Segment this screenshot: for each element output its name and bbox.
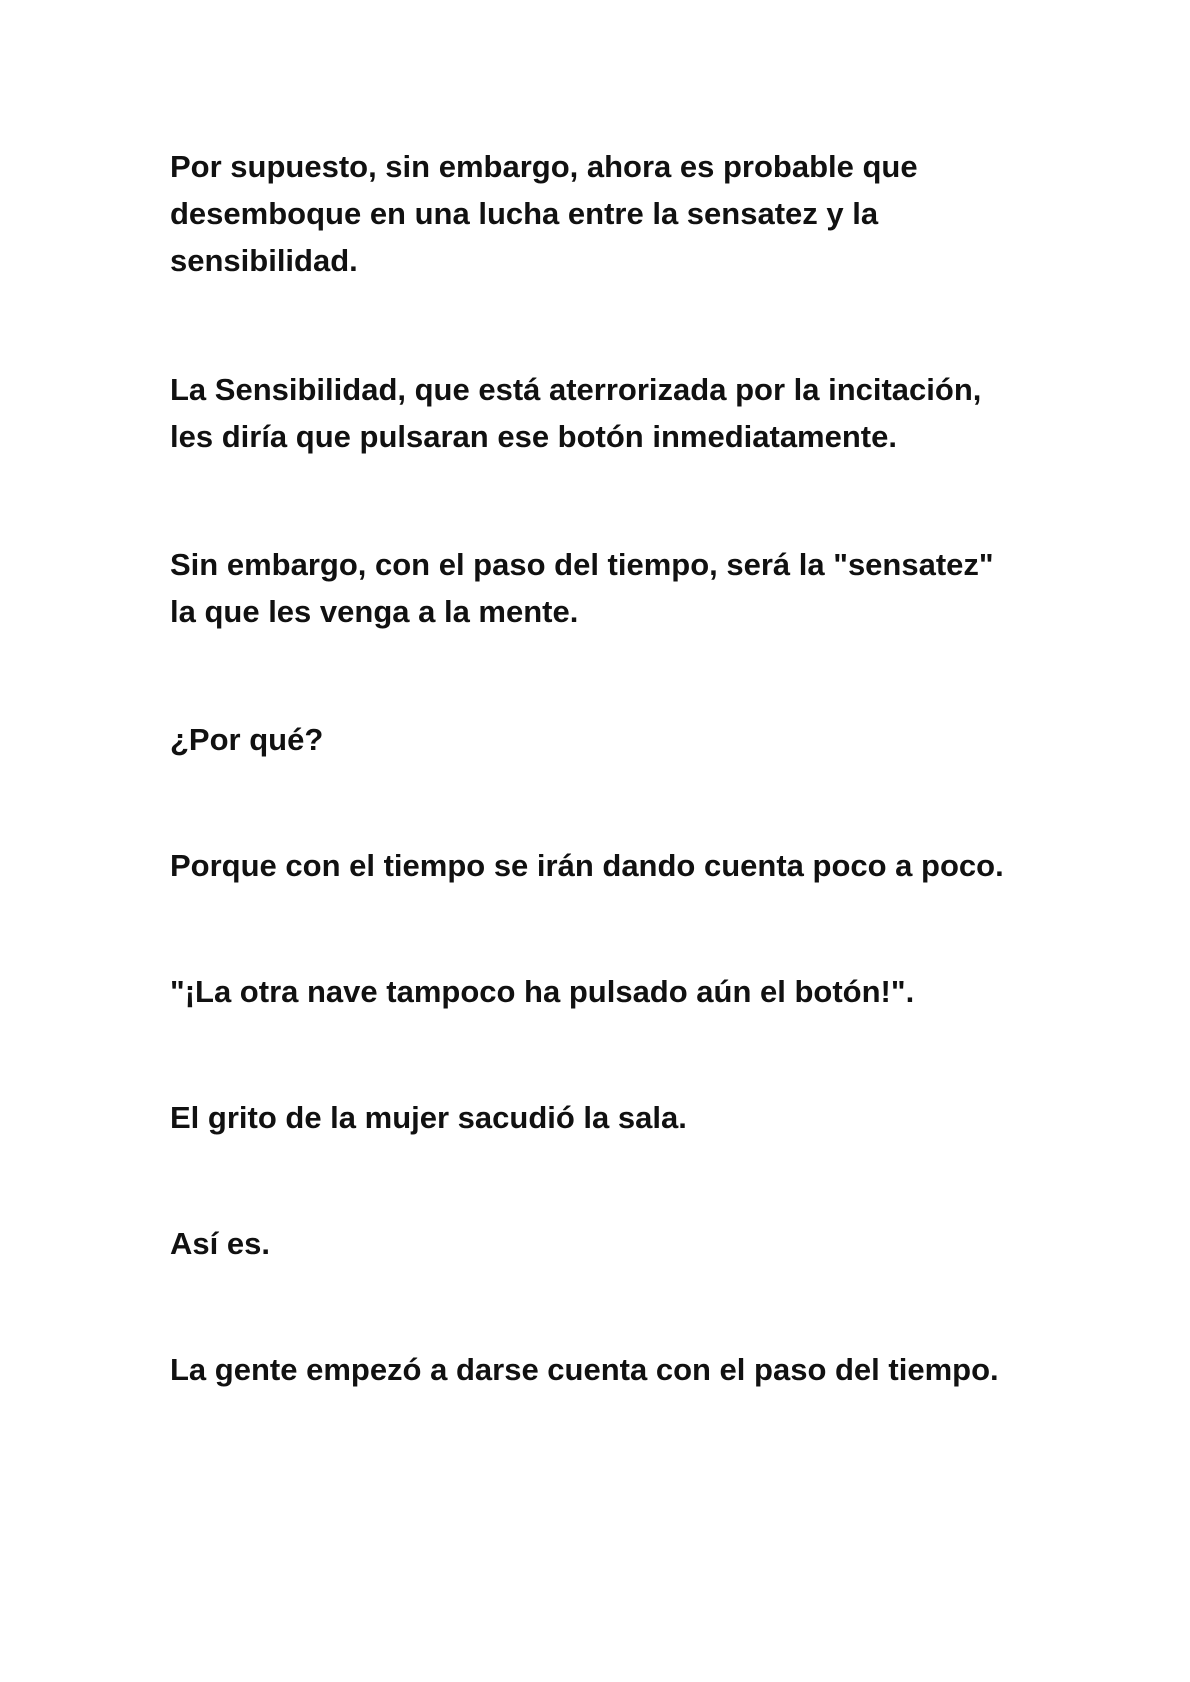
paragraph-line: Sin embargo, con el paso del tiempo, será la "sensatez" [170,547,994,582]
paragraph-3 [170,541,1050,635]
paragraph-line: Porque con el tiempo se irán dando cuenta poco a poco. [170,848,1004,883]
paragraph-line: la que les venga a la mente. [170,594,579,629]
paragraph-line: ¿Por qué? [170,722,324,757]
paragraph-line: Por supuesto, sin embargo, ahora es probable que [170,149,918,184]
paragraph-line: "¡La otra nave tampoco ha pulsado aún el botón!". [170,974,915,1009]
paragraph-line: les diría que pulsaran ese botón inmediatamente. [170,419,897,454]
paragraph-line: Así es. [170,1226,270,1261]
paragraph-7 [170,1094,1050,1141]
paragraph-9 [170,1346,1050,1393]
paragraph-6 [170,968,1050,1015]
paragraph-2 [170,366,1050,460]
paragraph-line: La Sensibilidad, que está aterrorizada por la incitación, [170,372,982,407]
paragraph-line: desemboque en una lucha entre la sensatez y la [170,196,879,231]
paragraph-line: La gente empezó a darse cuenta con el paso del tiempo. [170,1352,999,1387]
paragraph-4 [170,716,1050,763]
paragraph-8 [170,1220,1050,1267]
paragraph-line: sensibilidad. [170,243,358,278]
paragraph-1 [170,143,1050,284]
paragraph-line: El grito de la mujer sacudió la sala. [170,1100,687,1135]
paragraph-5 [170,842,1050,889]
